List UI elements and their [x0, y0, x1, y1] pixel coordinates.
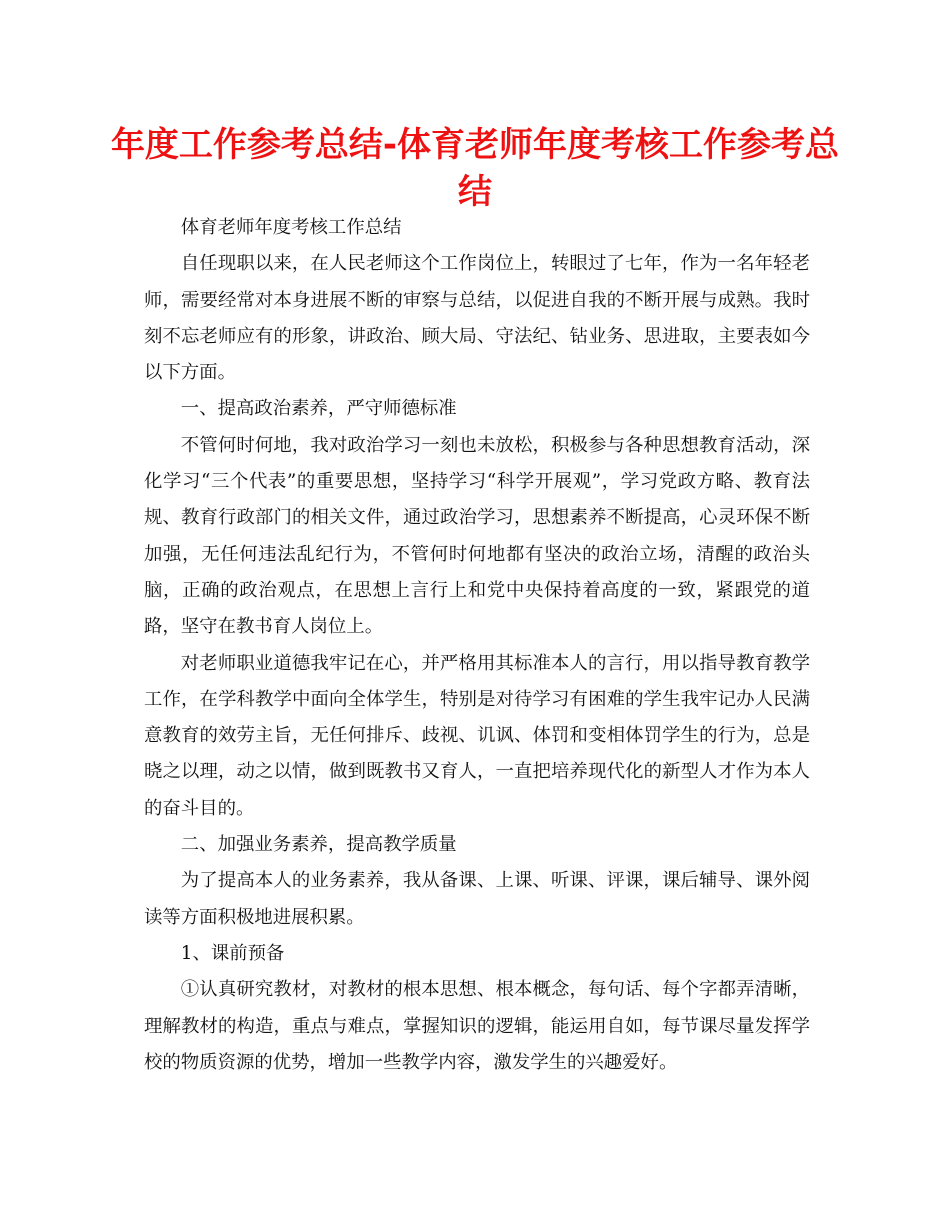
- document-title: 年度工作参考总结-体育老师年度考核工作参考总结: [110, 125, 840, 212]
- section-heading-1: 一、提高政治素养，严守师德标准: [180, 398, 457, 420]
- subsection-heading-1: 1、课前预备: [180, 942, 285, 964]
- document-body: [144, 210, 810, 1081]
- paragraph-preparation: ①认真研究教材，对教材的根本思想、根本概念，每句话、每个字都弄清晰，理解教材的构造，重点与难点，掌握知识的逻辑，能运用自如，每节课尽量发挥学校的物质资源的优势，增加一些教学内容，激发学生的兴趣爱好。: [144, 979, 810, 1073]
- paragraph-ethics: 对老师职业道德我牢记在心，并严格用其标准本人的言行，用以指导教育教学工作，在学科教学中面向全体学生，特别是对待学习有困难的学生我牢记办人民满意教育的效劳主旨，无任何排斥、歧视、讥讽、体罚和变相体罚学生的行为，总是晓之以理，动之以情，做到既教书又育人，一直把培养现代化的新型人才作为本人的奋斗目的。: [144, 652, 810, 819]
- paragraph-subtitle: 体育老师年度考核工作总结: [180, 217, 402, 238]
- section-heading-2: 二、加强业务素养，提高教学质量: [180, 834, 457, 856]
- paragraph-intro: 自任现职以来，在人民老师这个工作岗位上，转眼过了七年，作为一名年轻老师，需要经常对本身进展不断的审察与总结，以促进自我的不断开展与成熟。我时刻不忘老师应有的形象，讲政治、顾大局、守法纪、钻业务、思进取，主要表如今以下方面。: [144, 253, 810, 384]
- paragraph-politics: 不管何时何地，我对政治学习一刻也未放松，积极参与各种思想教育活动，深化学习“三个代表”的重要思想，坚持学习“科学开展观”，学习党政方略、教育法规、教育行政部门的相关文件，通过政治学习，思想素养不断提高，心灵环保不断加强，无任何违法乱纪行为，不管何时何地都有坚决的政治立场，清醒的政治头脑，正确的政治观点，在思想上言行上和党中央保持着高度的一致，紧跟党的道路，坚守在教书育人岗位上。: [144, 434, 810, 638]
- paragraph-professional: 为了提高本人的业务素养，我从备课、上课、听课、评课，课后辅导、课外阅读等方面积极地进展积累。: [144, 870, 810, 928]
